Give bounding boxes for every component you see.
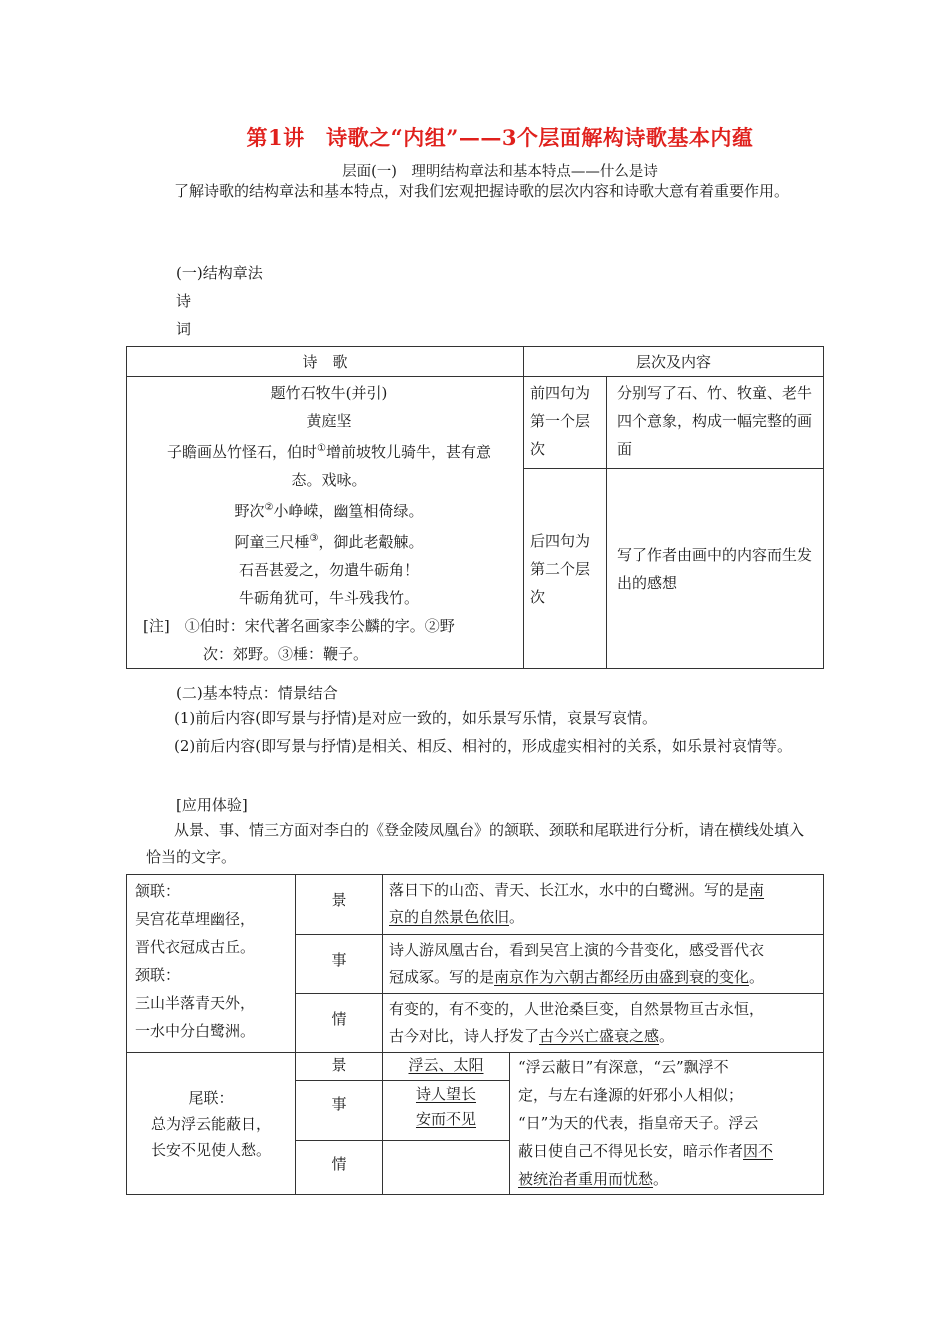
poem-line: 野次②小峥嵘，幽篁相倚绿。 [234,502,424,520]
tail-emotion-answer[interactable] [383,1141,510,1195]
section-subtitle: 层面(一) 理明结构章法和基本特点——什么是诗 [342,164,658,180]
note-mark-3: ③ [309,533,319,544]
tail-label-scene: 景 [296,1053,383,1081]
layer-2-content: 写了作者由画中的内容而生发出的感想 [607,469,824,669]
answer-blank[interactable]: 古今兴亡盛衰之感 [539,1027,660,1045]
practice-prompt: 从景、事、情三方面对李白的《登金陵凤凰台》的颔联、颈联和尾联进行分析，请在横线处填入恰当的文字。 [146,821,805,866]
note-mark-1: ① [317,443,326,454]
poem-notes: [注] ①伯时：宋代著名画家李公麟的字。②野 次：郊野。③棰：鞭子。 [143,617,455,663]
feature-point-2: (2)前后内容(即写景与抒情)是相关、相反、相衬的，形成虚实相衬的关系，如乐景衬哀情等。 [174,737,792,755]
event-analysis: 诗人游凤凰古台，看到吴宫上演的今昔变化，感受晋代衣 冠成冢。写的是南京作为六朝古都经历由盛到衰的变化。 [383,935,824,994]
poem-line: 牛砺角犹可，牛斗残我竹。 [238,589,419,607]
note-mark-2: ② [264,502,274,513]
tail-analysis: “浮云蔽日”有深意，“云”飘浮不 定，与左右逢源的奸邪小人相似； “日”为天的代表，指皇帝天子。浮云 蔽日使自己不得见长安，暗示作者因不 被统治者重用而忧愁。 [510,1053,824,1195]
intro-paragraph: 了解诗歌的结构章法和基本特点，对我们宏观把握诗歌的层次内容和诗歌大意有着重要作用。 [174,182,790,200]
layer-2-label: 后四句为第二个层次 [524,469,607,669]
analysis-table [126,874,824,1195]
practice-heading: [应用体验] [176,796,248,814]
poem-author: 黄庭坚 [306,412,352,430]
emotion-analysis: 有变的，有不变的，人世沧桑巨变，自然景物亘古永恒， 古今对比，诗人抒发了古今兴亡盛衰之感。 [383,994,824,1053]
label-event: 事 [296,935,383,994]
poem-title: 题竹石牧牛(并引) [270,384,388,402]
poem-line: 石吾甚爱之，勿遣牛砺角！ [238,561,419,579]
tail-couplet-cell: 尾联： 总为浮云能蔽日， 长安不见使人愁。 [127,1053,296,1195]
scene-analysis: 落日下的山峦、青天、长江水，水中的白鹭洲。写的是南 京的自然景色依旧。 [383,875,824,935]
poem-text [143,379,515,612]
layer-1-label: 前四句为第一个层次 [524,377,607,469]
table-header-layers: 层次及内容 [524,347,824,377]
page-title: 第1讲 诗歌之“内组”——3个层面解构诗歌基本内蕴 [246,125,754,150]
label-emotion: 情 [296,994,383,1053]
table-header-poem: 诗 歌 [127,347,524,377]
tail-label-emotion: 情 [296,1141,383,1195]
poem-line: 阿童三尺棰③，御此老觳觫。 [234,533,424,551]
section1-heading: (一)结构章法 [176,264,263,282]
layer-1-content: 分别写了石、竹、牧童、老牛四个意象，构成一幅完整的画面 [607,377,824,469]
answer-blank[interactable]: 南京作为六朝古都经历由盛到衰的变化 [494,968,750,986]
structure-table [126,346,824,669]
structure-item-poem: 诗 [176,292,192,310]
poem-preface-cont: 态。戏咏。 [291,471,367,489]
label-scene: 景 [296,875,383,935]
answer-blank[interactable]: 因不 [743,1142,774,1160]
feature-point-1: (1)前后内容(即写景与抒情)是对应一致的，如乐景写乐情，哀景写哀情。 [174,709,657,727]
couplets-cell: 颔联： 吴宫花草埋幽径， 晋代衣冠成古丘。 颈联： 三山半落青天外， 一水中分白鹭洲。 [127,875,296,1053]
tail-label-event: 事 [296,1081,383,1141]
answer-blank[interactable]: 南 [749,881,765,899]
tail-event-answer: 诗人望长 安而不见 [383,1081,510,1141]
answer-blank[interactable]: 京的自然景色依旧 [389,908,510,926]
tail-scene-answer: 浮云、太阳 [383,1053,510,1081]
poem-cell [127,377,524,669]
poem-preface: 子瞻画丛竹怪石，伯时①增前坡牧儿骑牛，甚有意 [167,443,491,461]
answer-blank[interactable]: 被统治者重用而忧愁 [518,1170,654,1188]
section2-heading: (二)基本特点：情景结合 [176,684,338,702]
structure-item-ci: 词 [176,320,192,338]
